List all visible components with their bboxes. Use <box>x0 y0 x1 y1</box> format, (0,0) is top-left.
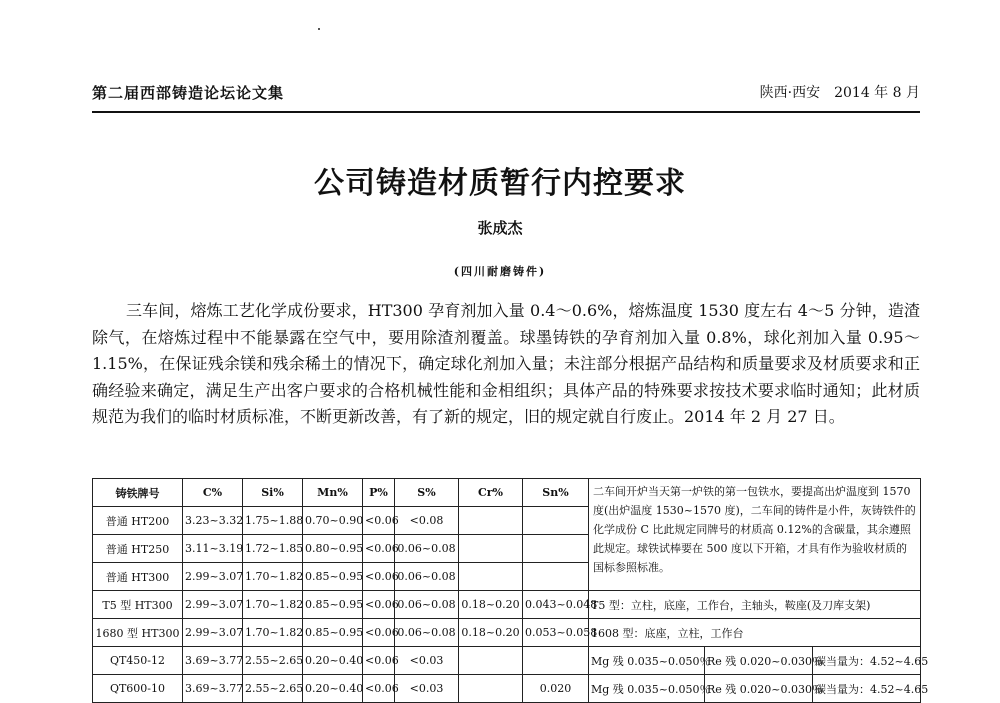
header-c: C% <box>183 479 243 507</box>
cell-si: 1.70~1.82 <box>243 619 303 647</box>
cell-p: <0.06 <box>363 591 395 619</box>
cell-c: 2.99~3.07 <box>183 563 243 591</box>
cell-sn: 0.020 <box>523 675 589 703</box>
cell-p: <0.06 <box>363 619 395 647</box>
venue-date: 陕西·西安 2014 年 8 月 <box>759 85 920 101</box>
cell-si: 2.55~2.65 <box>243 675 303 703</box>
cell-grade: 普通 HT250 <box>93 535 183 563</box>
cell-c: 2.99~3.07 <box>183 591 243 619</box>
cell-carbon-equivalent: 碳当量为：4.52~4.65 <box>813 675 921 703</box>
cell-sn <box>523 563 589 591</box>
header-cr: Cr% <box>459 479 523 507</box>
cell-sn <box>523 507 589 535</box>
cell-s: 0.06~0.08 <box>395 563 459 591</box>
cell-sn <box>523 535 589 563</box>
cell-si: 2.55~2.65 <box>243 647 303 675</box>
cell-mn: 0.85~0.95 <box>303 591 363 619</box>
cell-mg-residual: Mg 残 0.035~0.050％ <box>589 647 705 675</box>
cell-cr <box>459 647 523 675</box>
cell-c: 3.23~3.32 <box>183 507 243 535</box>
cell-sn: 0.043~0.048 <box>523 591 589 619</box>
cell-grade: 1680 型 HT300 <box>93 619 183 647</box>
cell-re-residual: Re 残 0.020~0.030％ <box>705 647 813 675</box>
cell-mg-residual: Mg 残 0.035~0.050％ <box>589 675 705 703</box>
table-row <box>93 647 921 675</box>
cell-s: <0.08 <box>395 507 459 535</box>
cell-si: 1.70~1.82 <box>243 563 303 591</box>
cell-cr: 0.18~0.20 <box>459 619 523 647</box>
article-body: 三车间，熔炼工艺化学成份要求，HT300 孕育剂加入量 0.4～0.6%，熔炼温度 1530 度左右 4～5 分钟，造渣除气，在熔炼过程中不能暴露在空气中，要用除渣剂覆盖。球墨铸铁的孕育剂加入量 0.8%，球化剂加入量 0.95～1.15%，在保证残余镁和残余稀土的情况下，确定球化剂加入量；未注部分根据产品结构和质量要求及材质要求和正确经验来确定，满足生产出客户要求的合格机械性能和金相组织；具体产品的特殊要求按技术要求临时通知；此材质规范为我们的临时材质标准，不断更新改善，有了新的规定，旧的规定就自行废止。2014 年 2 月 27 日。 <box>92 301 920 426</box>
header-p: P% <box>363 479 395 507</box>
material-spec-table <box>92 478 929 703</box>
scan-speck <box>318 28 320 30</box>
cell-mn: 0.85~0.95 <box>303 563 363 591</box>
cell-grade: 普通 HT200 <box>93 507 183 535</box>
cell-c: 2.99~3.07 <box>183 619 243 647</box>
cell-cr <box>459 535 523 563</box>
cell-grade: QT450-12 <box>93 647 183 675</box>
article-title: 公司铸造材质暂行内控要求 <box>314 166 686 201</box>
table-row-partial <box>93 675 921 703</box>
cell-re-residual: Re 残 0.020~0.030％ <box>705 675 813 703</box>
proceedings-name: 第二届西部铸造论坛论文集 <box>92 84 285 102</box>
cell-cr <box>459 563 523 591</box>
header-sn: Sn% <box>523 479 589 507</box>
cell-grade: QT600-10 <box>93 675 183 703</box>
cell-si: 1.72~1.85 <box>243 535 303 563</box>
cell-cr <box>459 675 523 703</box>
cell-mn: 0.80~0.95 <box>303 535 363 563</box>
cell-p: <0.06 <box>363 675 395 703</box>
cell-c: 3.11~3.19 <box>183 535 243 563</box>
cell-p: <0.06 <box>363 535 395 563</box>
cell-sn: 0.053~0.058 <box>523 619 589 647</box>
cell-s: 0.06~0.08 <box>395 619 459 647</box>
cell-c: 3.69~3.77 <box>183 675 243 703</box>
cell-grade: T5 型 HT300 <box>93 591 183 619</box>
cell-mn: 0.20~0.40 <box>303 675 363 703</box>
cell-mn: 0.85~0.95 <box>303 619 363 647</box>
cell-p: <0.06 <box>363 507 395 535</box>
cell-s: <0.03 <box>395 647 459 675</box>
cell-note: 1608 型：底座，立柱，工作台 <box>589 619 921 647</box>
cell-mn: 0.70~0.90 <box>303 507 363 535</box>
workshop-note: 二车间开炉当天第一炉铁的第一包铁水，要提高出炉温度到 1570 度(出炉温度 1530~1570 度)，二车间的铸件是小件，灰铸铁件的化学成份 C 比此规定同牌号的材质高 0.12%的含碳量，其余遵照此规定。球铁试棒要在 500 度以下开箱，才具有作为验收材质的国标参照标准。 <box>589 479 921 591</box>
cell-sn <box>523 647 589 675</box>
cell-si: 1.70~1.82 <box>243 591 303 619</box>
cell-mn: 0.20~0.40 <box>303 647 363 675</box>
header-si: Si% <box>243 479 303 507</box>
header-s: S% <box>395 479 459 507</box>
cell-note: T5 型：立柱，底座，工作台，主轴头，鞍座(及刀库支架) <box>589 591 921 619</box>
cell-cr <box>459 507 523 535</box>
cell-c: 3.69~3.77 <box>183 647 243 675</box>
cell-cr: 0.18~0.20 <box>459 591 523 619</box>
table-header-row <box>93 479 921 507</box>
article-author: 张成杰 <box>477 219 523 237</box>
cell-s: 0.06~0.08 <box>395 591 459 619</box>
cell-s: 0.06~0.08 <box>395 535 459 563</box>
cell-carbon-equivalent: 碳当量为：4.52~4.65 <box>813 647 921 675</box>
header-grade: 铸铁牌号 <box>93 479 183 507</box>
cell-p: <0.06 <box>363 647 395 675</box>
table-row <box>93 619 921 647</box>
table-row <box>93 591 921 619</box>
cell-grade: 普通 HT300 <box>93 563 183 591</box>
header-mn: Mn% <box>303 479 363 507</box>
article-affiliation: (四川耐磨铸件) <box>453 265 547 278</box>
header-rule <box>92 111 920 113</box>
cell-si: 1.75~1.88 <box>243 507 303 535</box>
cell-s: <0.03 <box>395 675 459 703</box>
cell-p: <0.06 <box>363 563 395 591</box>
